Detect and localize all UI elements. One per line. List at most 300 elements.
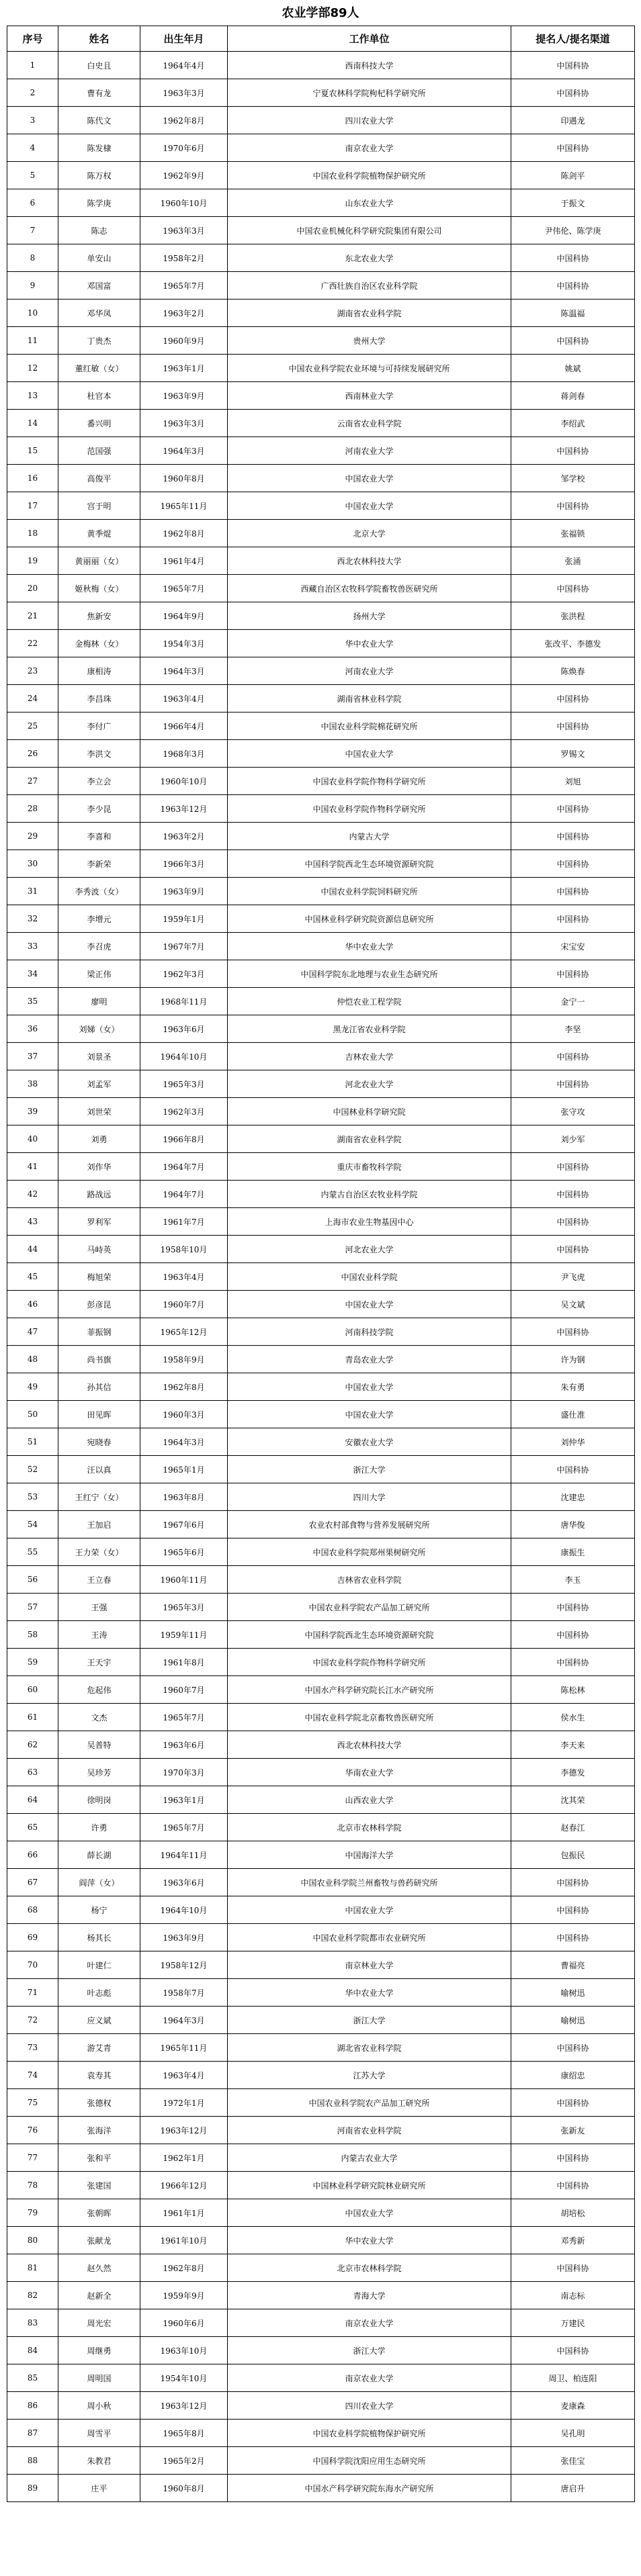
cell-recommender: 邹学校 — [511, 465, 635, 492]
cell-no: 22 — [7, 630, 58, 657]
cell-name: 李少昆 — [58, 795, 140, 823]
cell-unit: 河北农业大学 — [228, 1070, 511, 1098]
cell-unit: 中国农业科学院兰州畜牧与兽药研究所 — [228, 1869, 511, 1896]
header-name: 姓名 — [58, 26, 140, 52]
cell-unit: 湖北省农业科学院 — [228, 2034, 511, 2062]
cell-birth: 1962年8月 — [140, 520, 228, 547]
cell-name: 吴珍芳 — [58, 1759, 140, 1786]
cell-recommender: 李天来 — [511, 1731, 635, 1759]
cell-recommender: 中国科协 — [511, 1181, 635, 1208]
cell-unit: 吉林省农业科学院 — [228, 1566, 511, 1594]
cell-recommender: 蒋剑春 — [511, 382, 635, 410]
table-row — [7, 657, 635, 685]
cell-name: 阎萍（女） — [58, 1869, 140, 1896]
cell-name: 徐明岗 — [58, 1786, 140, 1814]
cell-recommender: 中国科协 — [511, 1649, 635, 1676]
cell-recommender: 中国科协 — [511, 575, 635, 602]
cell-name: 王天宇 — [58, 1649, 140, 1676]
cell-unit: 中国农业大学 — [228, 740, 511, 768]
cell-recommender: 沈其荣 — [511, 1786, 635, 1814]
cell-recommender: 胡培松 — [511, 2199, 635, 2227]
cell-name: 金梅林（女） — [58, 630, 140, 657]
cell-unit: 西北农林科技大学 — [228, 1731, 511, 1759]
cell-birth: 1959年9月 — [140, 2282, 228, 2309]
cell-no: 77 — [7, 2144, 58, 2172]
cell-unit: 仲恺农业工程学院 — [228, 988, 511, 1015]
table-row — [7, 244, 635, 272]
cell-unit: 中国林业科学研究院 — [228, 1098, 511, 1125]
cell-birth: 1964年4月 — [140, 52, 228, 79]
table-row — [7, 878, 635, 905]
cell-recommender: 李绍武 — [511, 410, 635, 437]
cell-no: 66 — [7, 1841, 58, 1869]
cell-name: 陈发棣 — [58, 134, 140, 162]
cell-unit: 中国农业机械化科学研究院集团有限公司 — [228, 217, 511, 244]
table-row — [7, 2227, 635, 2254]
cell-birth: 1970年6月 — [140, 134, 228, 162]
cell-birth: 1961年8月 — [140, 1649, 228, 1676]
cell-name: 薛长湖 — [58, 1841, 140, 1869]
cell-unit: 河南农业大学 — [228, 437, 511, 465]
cell-name: 白史且 — [58, 52, 140, 79]
cell-unit: 西南科技大学 — [228, 52, 511, 79]
table-row — [7, 712, 635, 740]
cell-name: 张海洋 — [58, 2117, 140, 2144]
table-row — [7, 1869, 635, 1896]
cell-unit: 北京大学 — [228, 520, 511, 547]
cell-unit: 中国农业大学 — [228, 1373, 511, 1401]
cell-unit: 中国科学院沈阳应用生态研究所 — [228, 2447, 511, 2475]
cell-recommender: 中国科协 — [511, 134, 635, 162]
cell-name: 李付广 — [58, 712, 140, 740]
cell-birth: 1965年12月 — [140, 1318, 228, 1346]
cell-no: 12 — [7, 355, 58, 382]
cell-recommender: 包振民 — [511, 1841, 635, 1869]
cell-no: 60 — [7, 1676, 58, 1704]
cell-recommender: 陈剑平 — [511, 162, 635, 189]
cell-no: 38 — [7, 1070, 58, 1098]
table-row — [7, 2172, 635, 2199]
cell-no: 68 — [7, 1896, 58, 1924]
table-row — [7, 1786, 635, 1814]
cell-birth: 1964年3月 — [140, 1428, 228, 1456]
cell-birth: 1963年6月 — [140, 1869, 228, 1896]
cell-no: 49 — [7, 1373, 58, 1401]
cell-recommender: 赵春江 — [511, 1814, 635, 1841]
cell-no: 69 — [7, 1924, 58, 1951]
cell-recommender: 张新友 — [511, 2117, 635, 2144]
cell-name: 丁贵杰 — [58, 327, 140, 355]
cell-recommender: 张福锁 — [511, 520, 635, 547]
table-row — [7, 134, 635, 162]
cell-unit: 黑龙江省农业科学院 — [228, 1015, 511, 1043]
cell-unit: 中国农业大学 — [228, 1896, 511, 1924]
cell-no: 54 — [7, 1511, 58, 1538]
cell-recommender: 周卫、柏连阳 — [511, 2364, 635, 2392]
cell-unit: 中国林业科学研究院林业研究所 — [228, 2172, 511, 2199]
cell-no: 48 — [7, 1346, 58, 1373]
cell-unit: 中国科学院东北地理与农业生态研究所 — [228, 960, 511, 988]
cell-recommender: 刘少军 — [511, 1125, 635, 1153]
cell-unit: 四川农业大学 — [228, 107, 511, 134]
cell-birth: 1963年4月 — [140, 1263, 228, 1291]
cell-no: 42 — [7, 1181, 58, 1208]
table-row — [7, 1704, 635, 1731]
cell-recommender: 中国科协 — [511, 795, 635, 823]
cell-name: 吴普特 — [58, 1731, 140, 1759]
table-row — [7, 547, 635, 575]
cell-unit: 安徽农业大学 — [228, 1428, 511, 1456]
cell-name: 杨宁 — [58, 1896, 140, 1924]
cell-no: 88 — [7, 2447, 58, 2475]
cell-recommender: 张改平、李德发 — [511, 630, 635, 657]
cell-recommender: 唐华俊 — [511, 1511, 635, 1538]
cell-unit: 华中农业大学 — [228, 630, 511, 657]
cell-unit: 中国农业科学院作物科学研究所 — [228, 768, 511, 795]
cell-unit: 湖南省农业科学院 — [228, 1125, 511, 1153]
cell-no: 51 — [7, 1428, 58, 1456]
cell-unit: 华中农业大学 — [228, 933, 511, 960]
cell-no: 50 — [7, 1401, 58, 1428]
table-row — [7, 410, 635, 437]
cell-no: 1 — [7, 52, 58, 79]
table-row — [7, 1841, 635, 1869]
cell-birth: 1960年11月 — [140, 1566, 228, 1594]
cell-unit: 南京农业大学 — [228, 2364, 511, 2392]
page-title: 农业学部89人 — [282, 6, 359, 20]
table-row — [7, 355, 635, 382]
cell-unit: 中国农业大学 — [228, 492, 511, 520]
cell-unit: 西藏自治区农牧科学院畜牧兽医研究所 — [228, 575, 511, 602]
table-row — [7, 1676, 635, 1704]
cell-unit: 浙江大学 — [228, 2007, 511, 2034]
cell-birth: 1963年6月 — [140, 1731, 228, 1759]
cell-recommender: 李玉 — [511, 1566, 635, 1594]
cell-birth: 1960年6月 — [140, 2309, 228, 2337]
cell-no: 25 — [7, 712, 58, 740]
cell-birth: 1960年7月 — [140, 1291, 228, 1318]
cell-no: 86 — [7, 2392, 58, 2420]
cell-no: 33 — [7, 933, 58, 960]
cell-no: 52 — [7, 1456, 58, 1483]
cell-recommender: 侯水生 — [511, 1704, 635, 1731]
table-row — [7, 685, 635, 712]
cell-name: 刘作华 — [58, 1153, 140, 1181]
cell-birth: 1963年1月 — [140, 1786, 228, 1814]
cell-name: 文杰 — [58, 1704, 140, 1731]
table-row — [7, 1759, 635, 1786]
table-row — [7, 1098, 635, 1125]
cell-unit: 重庆市畜牧科学院 — [228, 1153, 511, 1181]
table-row — [7, 2475, 635, 2502]
header-unit: 工作单位 — [228, 26, 511, 52]
cell-recommender: 中国科协 — [511, 437, 635, 465]
cell-birth: 1963年3月 — [140, 410, 228, 437]
cell-recommender: 曹福亮 — [511, 1951, 635, 1979]
cell-birth: 1960年8月 — [140, 465, 228, 492]
cell-unit: 湖南省农业科学院 — [228, 300, 511, 327]
cell-recommender: 康振生 — [511, 1538, 635, 1566]
table-row — [7, 1208, 635, 1236]
cell-recommender: 陈温福 — [511, 300, 635, 327]
cell-birth: 1960年3月 — [140, 1401, 228, 1428]
cell-birth: 1966年3月 — [140, 850, 228, 878]
cell-unit: 吉林农业大学 — [228, 1043, 511, 1070]
cell-birth: 1958年2月 — [140, 244, 228, 272]
table-row — [7, 1814, 635, 1841]
cell-unit: 中国农业科学院农业环境与可持续发展研究所 — [228, 355, 511, 382]
cell-name: 李新荣 — [58, 850, 140, 878]
cell-recommender: 中国科协 — [511, 52, 635, 79]
cell-no: 85 — [7, 2364, 58, 2392]
table-row — [7, 2089, 635, 2117]
table-row — [7, 1649, 635, 1676]
cell-name: 单安山 — [58, 244, 140, 272]
cell-recommender: 朱有勇 — [511, 1373, 635, 1401]
cell-name: 杜官本 — [58, 382, 140, 410]
cell-recommender: 尹伟伦、陈学庚 — [511, 217, 635, 244]
cell-unit: 浙江大学 — [228, 1456, 511, 1483]
cell-no: 73 — [7, 2034, 58, 2062]
cell-recommender: 麦康森 — [511, 2392, 635, 2420]
cell-recommender: 张洪程 — [511, 602, 635, 630]
table-row — [7, 1181, 635, 1208]
cell-recommender: 南志标 — [511, 2282, 635, 2309]
cell-birth: 1962年9月 — [140, 162, 228, 189]
cell-no: 82 — [7, 2282, 58, 2309]
cell-no: 45 — [7, 1263, 58, 1291]
cell-recommender: 中国科协 — [511, 850, 635, 878]
cell-no: 74 — [7, 2062, 58, 2089]
cell-name: 孙其信 — [58, 1373, 140, 1401]
cell-birth: 1963年8月 — [140, 1483, 228, 1511]
table-row — [7, 768, 635, 795]
cell-unit: 河南省农业科学院 — [228, 2117, 511, 2144]
cell-unit: 农业农村部食物与营养发展研究所 — [228, 1511, 511, 1538]
cell-name: 张和平 — [58, 2144, 140, 2172]
cell-name: 王强 — [58, 1594, 140, 1621]
cell-name: 李增元 — [58, 905, 140, 933]
cell-unit: 中国农业科学院植物保护研究所 — [228, 2420, 511, 2447]
table-row — [7, 1594, 635, 1621]
cell-name: 叶建仁 — [58, 1951, 140, 1979]
cell-name: 康相涛 — [58, 657, 140, 685]
table-row — [7, 107, 635, 134]
cell-no: 24 — [7, 685, 58, 712]
table-row — [7, 2144, 635, 2172]
cell-name: 陈万权 — [58, 162, 140, 189]
cell-unit: 北京市农林科学院 — [228, 1814, 511, 1841]
cell-recommender: 中国科协 — [511, 1924, 635, 1951]
table-row — [7, 850, 635, 878]
table-row — [7, 795, 635, 823]
cell-no: 7 — [7, 217, 58, 244]
cell-name: 廖明 — [58, 988, 140, 1015]
table-row — [7, 1621, 635, 1649]
cell-unit: 江苏大学 — [228, 2062, 511, 2089]
cell-name: 梁正伟 — [58, 960, 140, 988]
cell-unit: 南京农业大学 — [228, 134, 511, 162]
cell-recommender: 姚斌 — [511, 355, 635, 382]
cell-no: 40 — [7, 1125, 58, 1153]
cell-birth: 1961年1月 — [140, 2199, 228, 2227]
cell-birth: 1964年11月 — [140, 1841, 228, 1869]
cell-birth: 1963年4月 — [140, 685, 228, 712]
cell-recommender: 喻树迅 — [511, 2007, 635, 2034]
cell-birth: 1966年8月 — [140, 1125, 228, 1153]
cell-birth: 1965年11月 — [140, 492, 228, 520]
cell-no: 61 — [7, 1704, 58, 1731]
header-birth: 出生年月 — [140, 26, 228, 52]
cell-no: 29 — [7, 823, 58, 850]
table-row — [7, 1291, 635, 1318]
cell-no: 53 — [7, 1483, 58, 1511]
cell-name: 田见晖 — [58, 1401, 140, 1428]
table-row — [7, 602, 635, 630]
cell-unit: 云南省农业科学院 — [228, 410, 511, 437]
cell-unit: 内蒙古大学 — [228, 823, 511, 850]
table-body — [7, 52, 635, 2502]
cell-no: 9 — [7, 272, 58, 300]
cell-no: 87 — [7, 2420, 58, 2447]
cell-birth: 1963年2月 — [140, 823, 228, 850]
cell-birth: 1960年9月 — [140, 327, 228, 355]
cell-name: 周光宏 — [58, 2309, 140, 2337]
cell-unit: 中国林业科学研究院资源信息研究所 — [228, 905, 511, 933]
table-row — [7, 1538, 635, 1566]
cell-unit: 华南农业大学 — [228, 1759, 511, 1786]
cell-unit: 中国水产科学研究院长江水产研究所 — [228, 1676, 511, 1704]
cell-birth: 1965年11月 — [140, 2034, 228, 2062]
cell-no: 15 — [7, 437, 58, 465]
cell-no: 41 — [7, 1153, 58, 1181]
table-row — [7, 1125, 635, 1153]
cell-no: 37 — [7, 1043, 58, 1070]
cell-no: 58 — [7, 1621, 58, 1649]
cell-name: 王力荣（女） — [58, 1538, 140, 1566]
cell-recommender: 刘旭 — [511, 768, 635, 795]
table-row — [7, 1896, 635, 1924]
cell-name: 张德权 — [58, 2089, 140, 2117]
cell-birth: 1965年6月 — [140, 1538, 228, 1566]
cell-name: 焦新安 — [58, 602, 140, 630]
cell-name: 邓华凤 — [58, 300, 140, 327]
cell-no: 10 — [7, 300, 58, 327]
cell-unit: 中国水产科学研究院东海水产研究所 — [228, 2475, 511, 2502]
cell-no: 75 — [7, 2089, 58, 2117]
cell-no: 63 — [7, 1759, 58, 1786]
cell-recommender: 万建民 — [511, 2309, 635, 2337]
cell-name: 王加启 — [58, 1511, 140, 1538]
cell-unit: 贵州大学 — [228, 327, 511, 355]
cell-no: 57 — [7, 1594, 58, 1621]
cell-no: 47 — [7, 1318, 58, 1346]
cell-recommender: 中国科协 — [511, 1318, 635, 1346]
cell-recommender: 中国科协 — [511, 685, 635, 712]
cell-recommender: 刘仲华 — [511, 1428, 635, 1456]
cell-birth: 1970年3月 — [140, 1759, 228, 1786]
cell-name: 刘景圣 — [58, 1043, 140, 1070]
cell-no: 83 — [7, 2309, 58, 2337]
cell-birth: 1966年12月 — [140, 2172, 228, 2199]
table-row — [7, 437, 635, 465]
cell-birth: 1963年9月 — [140, 382, 228, 410]
cell-name: 朱教君 — [58, 2447, 140, 2475]
cell-birth: 1964年3月 — [140, 437, 228, 465]
cell-birth: 1964年10月 — [140, 1896, 228, 1924]
cell-no: 35 — [7, 988, 58, 1015]
cell-unit: 中国农业科学院北京畜牧兽医研究所 — [228, 1704, 511, 1731]
cell-name: 张建国 — [58, 2172, 140, 2199]
cell-unit: 中国农业科学院作物科学研究所 — [228, 1649, 511, 1676]
cell-recommender: 中国科协 — [511, 905, 635, 933]
cell-name: 陈志 — [58, 217, 140, 244]
cell-birth: 1966年4月 — [140, 712, 228, 740]
cell-unit: 内蒙古自治区农牧业科学院 — [228, 1181, 511, 1208]
cell-name: 周继勇 — [58, 2337, 140, 2364]
cell-name: 陈代文 — [58, 107, 140, 134]
cell-unit: 中国农业科学院棉花研究所 — [228, 712, 511, 740]
cell-no: 43 — [7, 1208, 58, 1236]
cell-no: 70 — [7, 1951, 58, 1979]
cell-birth: 1963年12月 — [140, 2117, 228, 2144]
cell-no: 11 — [7, 327, 58, 355]
table-header-row — [7, 26, 635, 52]
cell-recommender: 印遇龙 — [511, 107, 635, 134]
cell-no: 34 — [7, 960, 58, 988]
cell-birth: 1960年10月 — [140, 189, 228, 217]
cell-no: 21 — [7, 602, 58, 630]
cell-recommender: 陈松林 — [511, 1676, 635, 1704]
cell-birth: 1963年6月 — [140, 1015, 228, 1043]
cell-birth: 1961年10月 — [140, 2227, 228, 2254]
cell-birth: 1959年1月 — [140, 905, 228, 933]
cell-no: 71 — [7, 1979, 58, 2007]
table-row — [7, 1428, 635, 1456]
cell-no: 72 — [7, 2007, 58, 2034]
cell-birth: 1964年7月 — [140, 1181, 228, 1208]
cell-name: 宛晓春 — [58, 1428, 140, 1456]
cell-birth: 1965年2月 — [140, 2447, 228, 2475]
cell-unit: 浙江大学 — [228, 2337, 511, 2364]
cell-recommender: 康绍忠 — [511, 2062, 635, 2089]
cell-unit: 中国农业大学 — [228, 465, 511, 492]
cell-no: 20 — [7, 575, 58, 602]
cell-birth: 1967年7月 — [140, 933, 228, 960]
cell-name: 李洪文 — [58, 740, 140, 768]
cell-no: 14 — [7, 410, 58, 437]
table-row — [7, 1511, 635, 1538]
table-row — [7, 327, 635, 355]
cell-name: 叶志彪 — [58, 1979, 140, 2007]
cell-birth: 1965年3月 — [140, 1594, 228, 1621]
cell-unit: 内蒙古农业大学 — [228, 2144, 511, 2172]
cell-unit: 上海市农业生物基因中心 — [228, 1208, 511, 1236]
table-row — [7, 162, 635, 189]
table-row — [7, 272, 635, 300]
cell-no: 19 — [7, 547, 58, 575]
table-row — [7, 1043, 635, 1070]
cell-birth: 1962年8月 — [140, 1373, 228, 1401]
cell-birth: 1961年7月 — [140, 1208, 228, 1236]
cell-unit: 中国农业大学 — [228, 2199, 511, 2227]
table-row — [7, 2117, 635, 2144]
cell-birth: 1963年9月 — [140, 878, 228, 905]
cell-no: 80 — [7, 2227, 58, 2254]
cell-birth: 1964年3月 — [140, 2007, 228, 2034]
cell-no: 28 — [7, 795, 58, 823]
cell-unit: 中国农业科学院郑州果树研究所 — [228, 1538, 511, 1566]
